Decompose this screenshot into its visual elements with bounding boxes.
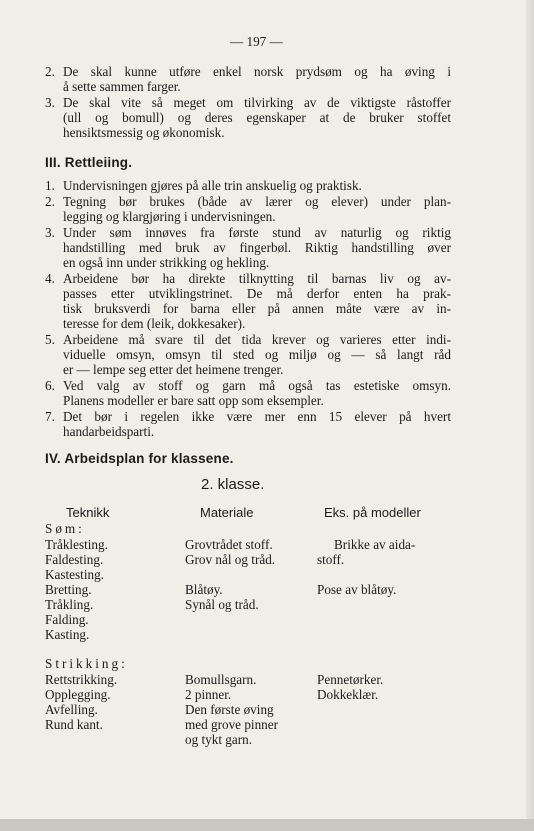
list-item-line: De skal kunne utføre enkel norsk prydsøm og ha øving i	[63, 64, 451, 79]
material-item: Blåtøy.	[185, 582, 223, 597]
list-item-number: 3.	[45, 225, 55, 240]
technique-item: Avfelling.	[45, 702, 98, 717]
technique-item: Kasting.	[45, 627, 90, 642]
material-item: Den første øving	[185, 702, 274, 717]
list-item-number: 3.	[45, 95, 55, 110]
technique-item: Opplegging.	[45, 687, 111, 702]
list-item-line: tisk bruksverdi for barna eller på annen måte være av in-	[63, 301, 451, 316]
list-item-line: teresse for dem (leik, dokkesaker).	[63, 316, 246, 331]
list-item-number: 5.	[45, 332, 55, 347]
technique-item: Tråklesting.	[45, 537, 108, 552]
technique-item: Kastesting.	[45, 567, 104, 582]
technique-item: Falding.	[45, 612, 89, 627]
list-item-line: handstilling med bruk av fingerbøl. Riktig handstilling øver	[63, 240, 451, 255]
technique-item: Rettstrikking.	[45, 672, 118, 687]
model-item: Pose av blåtøy.	[317, 582, 397, 597]
list-item-line: Det bør i regelen ikke være mer enn 15 elever på hvert	[63, 409, 451, 424]
material-item: og tykt garn.	[185, 732, 253, 747]
som-label: Søm:	[45, 521, 85, 536]
list-item-line: Under søm innøves fra første stund av naturlig og riktig	[63, 225, 451, 240]
section3-heading: III. Rettleiing.	[45, 155, 133, 170]
technique-item: Bretting.	[45, 582, 92, 597]
material-item: 2 pinner.	[185, 687, 232, 702]
column-header-modeller: Eks. på modeller	[324, 505, 421, 520]
column-header-materiale: Materiale	[200, 505, 254, 520]
list-item-line: en også inn under strikking og hekling.	[63, 255, 270, 270]
model-item: Dokkeklær.	[317, 687, 379, 702]
model-item: Brikke av aida-	[334, 537, 416, 552]
list-item-line: Planens modeller er bare satt opp som eksempler.	[63, 393, 324, 408]
technique-item: Faldesting.	[45, 552, 104, 567]
material-item: Grov nål og tråd.	[185, 552, 276, 567]
page-bottom-edge	[0, 819, 534, 831]
section4-heading: IV. Arbeidsplan for klassene.	[45, 451, 234, 466]
list-item-number: 2.	[45, 194, 55, 209]
list-item-line: (ull og bomull) og deres egenskaper at de bruker stoffet	[63, 110, 451, 125]
list-item-number: 4.	[45, 271, 55, 286]
strikking-label: Strikking:	[45, 656, 128, 671]
list-item-number: 2.	[45, 64, 55, 79]
list-item-line: legging og klargjøring i undervisningen.	[63, 209, 276, 224]
list-item-number: 7.	[45, 409, 55, 424]
technique-item: Tråkling.	[45, 597, 94, 612]
list-item-line: Undervisningen gjøres på alle trin anskuelig og praktisk.	[63, 178, 362, 193]
list-item-line: viduelle omsyn, omsyn til sted og miljø og — så langt råd	[63, 347, 451, 362]
list-item-line: Tegning bør brukes (både av lærer og elever) under plan-	[63, 194, 451, 209]
technique-item: Rund kant.	[45, 717, 103, 732]
model-item: stoff.	[317, 552, 345, 567]
material-item: med grove pinner	[185, 717, 279, 732]
list-item-line: å sette sammen farger.	[63, 79, 181, 94]
material-item: Grovtrådet stoff.	[185, 537, 273, 552]
page-number: — 197 —	[230, 34, 283, 49]
column-header-teknikk: Teknikk	[66, 505, 110, 520]
list-item-line: De skal vite så meget om tilvirking av de viktigste råstoffer	[63, 95, 451, 110]
list-item-number: 1.	[45, 178, 55, 193]
material-item: Synål og tråd.	[185, 597, 259, 612]
material-item: Bomullsgarn.	[185, 672, 257, 687]
list-item-line: Arbeidene bør ha direkte tilknytting til barnas liv og av-	[63, 271, 451, 286]
page-edge-shadow	[526, 0, 534, 831]
class-heading: 2. klasse.	[201, 476, 265, 493]
list-item-number: 6.	[45, 378, 55, 393]
list-item-line: handarbeidsparti.	[63, 424, 155, 439]
list-item-line: Ved valg av stoff og garn må også tas estetiske omsyn.	[63, 378, 451, 393]
list-item-line: er — lempe seg etter det heimene trenger.	[63, 362, 284, 377]
list-item-line: Arbeidene må svare til det tida krever og varieres etter indi-	[63, 332, 451, 347]
list-item-line: hensiktsmessig og økonomisk.	[63, 125, 225, 140]
list-item-line: passes etter utviklingstrinet. De må derfor enten ha prak-	[63, 286, 451, 301]
model-item: Pennetørker.	[317, 672, 384, 687]
